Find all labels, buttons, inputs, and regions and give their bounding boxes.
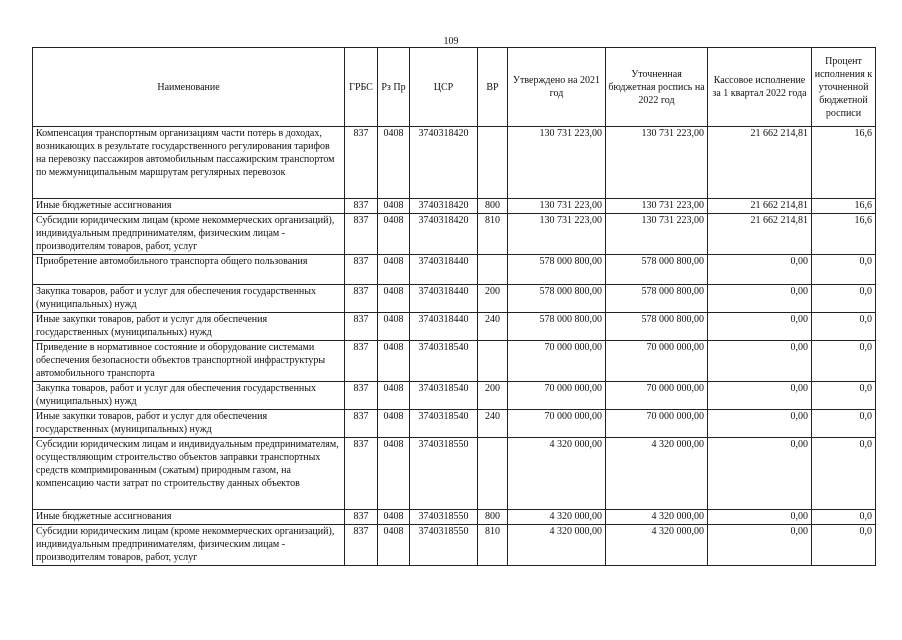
row-vr [478, 255, 508, 285]
row-cash: 0,00 [708, 285, 812, 313]
row-approved: 578 000 800,00 [508, 285, 606, 313]
row-revised: 578 000 800,00 [606, 313, 708, 341]
row-name: Субсидии юридическим лицам и индивидуальным предпринимателям, осуществляющим строительство объектов заправки транспортных средств компримированным (сжатым) природным газом, на компенсацию части затрат по строительству данных объектов [33, 438, 345, 510]
row-vr: 240 [478, 410, 508, 438]
row-rzpr: 0408 [378, 438, 410, 510]
header-name: Наименование [33, 48, 345, 127]
row-csr: 3740318420 [410, 214, 478, 255]
row-revised: 4 320 000,00 [606, 438, 708, 510]
row-percent: 0,0 [812, 410, 876, 438]
table-row [33, 255, 876, 285]
row-approved: 130 731 223,00 [508, 199, 606, 214]
row-rzpr: 0408 [378, 127, 410, 199]
header-csr: ЦСР [410, 48, 478, 127]
row-cash: 0,00 [708, 341, 812, 382]
row-approved: 578 000 800,00 [508, 255, 606, 285]
row-percent: 0,0 [812, 382, 876, 410]
row-vr: 800 [478, 199, 508, 214]
row-percent: 16,6 [812, 127, 876, 199]
row-vr: 810 [478, 525, 508, 566]
row-cash: 0,00 [708, 255, 812, 285]
table-row [33, 438, 876, 510]
header-percent: Процент исполнения к уточненной бюджетной росписи [812, 48, 876, 127]
row-approved: 70 000 000,00 [508, 382, 606, 410]
header-grbs: ГРБС [345, 48, 378, 127]
row-revised: 130 731 223,00 [606, 214, 708, 255]
row-csr: 3740318540 [410, 382, 478, 410]
row-revised: 578 000 800,00 [606, 285, 708, 313]
row-rzpr: 0408 [378, 341, 410, 382]
row-percent: 0,0 [812, 285, 876, 313]
row-percent: 0,0 [812, 510, 876, 525]
row-approved: 70 000 000,00 [508, 341, 606, 382]
row-cash: 0,00 [708, 313, 812, 341]
header-approved: Утверждено на 2021 год [508, 48, 606, 127]
row-grbs: 837 [345, 199, 378, 214]
table-header-row [33, 48, 876, 127]
row-revised: 130 731 223,00 [606, 127, 708, 199]
row-name: Закупка товаров, работ и услуг для обеспечения государственных (муниципальных) нужд [33, 285, 345, 313]
row-csr: 3740318420 [410, 127, 478, 199]
row-rzpr: 0408 [378, 525, 410, 566]
row-csr: 3740318440 [410, 255, 478, 285]
row-cash: 0,00 [708, 410, 812, 438]
row-rzpr: 0408 [378, 255, 410, 285]
row-grbs: 837 [345, 285, 378, 313]
row-cash: 21 662 214,81 [708, 214, 812, 255]
row-cash: 0,00 [708, 382, 812, 410]
row-name: Иные закупки товаров, работ и услуг для обеспечения государственных (муниципальных) нужд [33, 410, 345, 438]
row-name: Приведение в нормативное состояние и оборудование системами обеспечения безопасности объектов транспортной инфраструктуры автомобильного транспорта [33, 341, 345, 382]
table-row [33, 127, 876, 199]
row-name: Иные бюджетные ассигнования [33, 199, 345, 214]
row-approved: 70 000 000,00 [508, 410, 606, 438]
row-vr: 240 [478, 313, 508, 341]
row-vr: 810 [478, 214, 508, 255]
row-grbs: 837 [345, 510, 378, 525]
row-revised: 4 320 000,00 [606, 510, 708, 525]
row-approved: 4 320 000,00 [508, 510, 606, 525]
row-rzpr: 0408 [378, 510, 410, 525]
row-approved: 130 731 223,00 [508, 127, 606, 199]
row-name: Компенсация транспортным организациям части потерь в доходах, возникающих в результате государственного регулирования тарифов на перевозку пассажиров автомобильным пассажирским транспортом по межмуниципальным маршрутам регулярных перевозок [33, 127, 345, 199]
table-row [33, 313, 876, 341]
row-rzpr: 0408 [378, 313, 410, 341]
row-csr: 3740318550 [410, 438, 478, 510]
row-rzpr: 0408 [378, 382, 410, 410]
row-approved: 4 320 000,00 [508, 438, 606, 510]
row-name: Закупка товаров, работ и услуг для обеспечения государственных (муниципальных) нужд [33, 382, 345, 410]
row-revised: 578 000 800,00 [606, 255, 708, 285]
row-percent: 0,0 [812, 313, 876, 341]
row-cash: 0,00 [708, 525, 812, 566]
table-row [33, 214, 876, 255]
row-vr: 200 [478, 285, 508, 313]
row-approved: 130 731 223,00 [508, 214, 606, 255]
row-percent: 16,6 [812, 214, 876, 255]
row-revised: 70 000 000,00 [606, 341, 708, 382]
row-grbs: 837 [345, 341, 378, 382]
row-rzpr: 0408 [378, 410, 410, 438]
row-grbs: 837 [345, 410, 378, 438]
page-number: 109 [443, 36, 459, 47]
row-vr [478, 127, 508, 199]
row-grbs: 837 [345, 382, 378, 410]
row-vr: 800 [478, 510, 508, 525]
header-rzpr: Рз Пр [378, 48, 410, 127]
table-row [33, 510, 876, 525]
row-name: Субсидии юридическим лицам (кроме некоммерческих организаций), индивидуальным предпринимателям, физическим лицам - производителям товаров, работ, услуг [33, 525, 345, 566]
row-csr: 3740318540 [410, 410, 478, 438]
row-csr: 3740318420 [410, 199, 478, 214]
row-cash: 0,00 [708, 510, 812, 525]
row-grbs: 837 [345, 255, 378, 285]
table-row [33, 341, 876, 382]
row-grbs: 837 [345, 214, 378, 255]
row-csr: 3740318550 [410, 525, 478, 566]
row-grbs: 837 [345, 313, 378, 341]
row-grbs: 837 [345, 525, 378, 566]
row-percent: 0,0 [812, 341, 876, 382]
table-row [33, 285, 876, 313]
row-name: Субсидии юридическим лицам (кроме некоммерческих организаций), индивидуальным предпринимателям, физическим лицам - производителям товаров, работ, услуг [33, 214, 345, 255]
row-rzpr: 0408 [378, 199, 410, 214]
row-name: Иные закупки товаров, работ и услуг для обеспечения государственных (муниципальных) нужд [33, 313, 345, 341]
table-row [33, 199, 876, 214]
row-percent: 0,0 [812, 438, 876, 510]
row-csr: 3740318540 [410, 341, 478, 382]
row-revised: 4 320 000,00 [606, 525, 708, 566]
budget-table [32, 47, 876, 566]
row-percent: 0,0 [812, 525, 876, 566]
row-csr: 3740318440 [410, 285, 478, 313]
row-vr [478, 438, 508, 510]
row-grbs: 837 [345, 438, 378, 510]
table-row [33, 410, 876, 438]
row-approved: 4 320 000,00 [508, 525, 606, 566]
header-revised: Уточненная бюджетная роспись на 2022 год [606, 48, 708, 127]
row-vr [478, 341, 508, 382]
table-row [33, 382, 876, 410]
row-csr: 3740318550 [410, 510, 478, 525]
row-grbs: 837 [345, 127, 378, 199]
row-cash: 21 662 214,81 [708, 127, 812, 199]
header-vr: ВР [478, 48, 508, 127]
row-name: Иные бюджетные ассигнования [33, 510, 345, 525]
row-vr: 200 [478, 382, 508, 410]
row-approved: 578 000 800,00 [508, 313, 606, 341]
row-cash: 21 662 214,81 [708, 199, 812, 214]
row-rzpr: 0408 [378, 214, 410, 255]
row-revised: 70 000 000,00 [606, 410, 708, 438]
header-cash: Кассовое исполнение за 1 квартал 2022 года [708, 48, 812, 127]
row-revised: 130 731 223,00 [606, 199, 708, 214]
row-percent: 16,6 [812, 199, 876, 214]
table-row [33, 525, 876, 566]
row-csr: 3740318440 [410, 313, 478, 341]
row-rzpr: 0408 [378, 285, 410, 313]
row-name: Приобретение автомобильного транспорта общего пользования [33, 255, 345, 285]
row-cash: 0,00 [708, 438, 812, 510]
row-percent: 0,0 [812, 255, 876, 285]
row-revised: 70 000 000,00 [606, 382, 708, 410]
